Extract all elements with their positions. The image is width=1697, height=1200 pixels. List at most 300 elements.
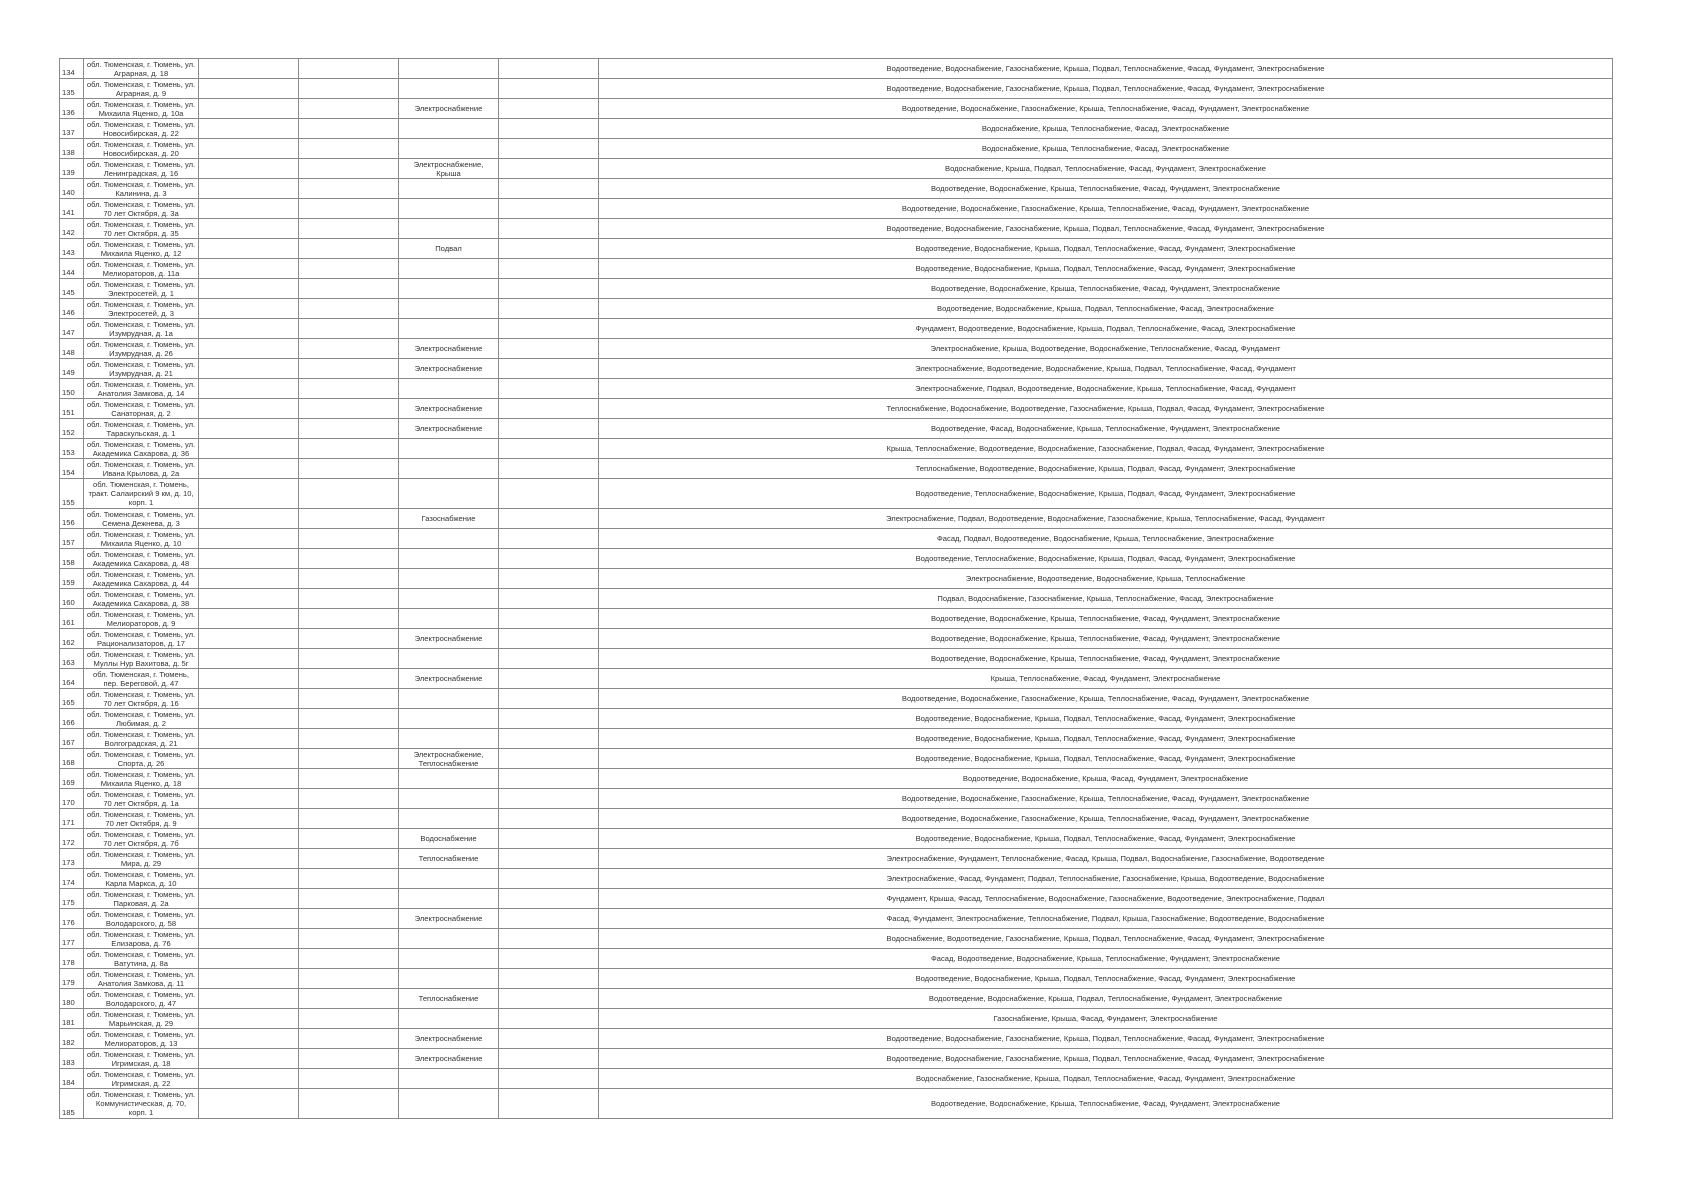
table-row: [60, 279, 1613, 299]
address-cell: обл. Тюменская, г. Тюмень, ул. Изумрудная, д. 21: [84, 359, 199, 379]
empty-cell: [299, 59, 399, 79]
empty-cell: [299, 359, 399, 379]
planned-work-cell: [399, 439, 499, 459]
empty-cell: [299, 1069, 399, 1089]
empty-cell: [299, 789, 399, 809]
empty-cell: [499, 59, 599, 79]
row-number-cell: 149: [60, 359, 84, 379]
table-row: [60, 1049, 1613, 1069]
row-number-cell: 140: [60, 179, 84, 199]
planned-work-cell: Электроснабжение, Теплоснабжение: [399, 749, 499, 769]
empty-cell: [199, 909, 299, 929]
address-cell: обл. Тюменская, г. Тюмень, ул. Карла Маркса, д. 10: [84, 869, 199, 889]
empty-cell: [299, 1049, 399, 1069]
address-cell: обл. Тюменская, г. Тюмень, ул. Изумрудная, д. 1а: [84, 319, 199, 339]
planned-work-cell: [399, 609, 499, 629]
systems-list-cell: Водоотведение, Водоснабжение, Крыша, Подвал, Теплоснабжение, Фасад, Фундамент, Электроснабжение: [599, 259, 1613, 279]
empty-cell: [199, 669, 299, 689]
empty-cell: [299, 479, 399, 509]
row-number-cell: 155: [60, 479, 84, 509]
row-number-cell: 159: [60, 569, 84, 589]
row-number-cell: 134: [60, 59, 84, 79]
row-number-cell: 181: [60, 1009, 84, 1029]
table-row: [60, 789, 1613, 809]
table-row: [60, 419, 1613, 439]
table-row: [60, 99, 1613, 119]
row-number-cell: 166: [60, 709, 84, 729]
row-number-cell: 151: [60, 399, 84, 419]
systems-list-cell: Водоотведение, Водоснабжение, Крыша, Подвал, Теплоснабжение, Фасад, Фундамент, Электроснабжение: [599, 729, 1613, 749]
empty-cell: [299, 689, 399, 709]
empty-cell: [299, 379, 399, 399]
empty-cell: [499, 1069, 599, 1089]
empty-cell: [499, 319, 599, 339]
empty-cell: [499, 239, 599, 259]
empty-cell: [499, 629, 599, 649]
systems-list-cell: Водоотведение, Водоснабжение, Газоснабжение, Крыша, Подвал, Теплоснабжение, Фасад, Фундамент, Электроснабжение: [599, 1029, 1613, 1049]
address-cell: обл. Тюменская, г. Тюмень, ул. Володарского, д. 47: [84, 989, 199, 1009]
empty-cell: [499, 889, 599, 909]
table-row: [60, 159, 1613, 179]
address-cell: обл. Тюменская, г. Тюмень, ул. 70 лет Октября, д. 7б: [84, 829, 199, 849]
planned-work-cell: [399, 219, 499, 239]
empty-cell: [299, 1089, 399, 1119]
empty-cell: [299, 629, 399, 649]
empty-cell: [499, 689, 599, 709]
planned-work-cell: Электроснабжение: [399, 399, 499, 419]
planned-work-cell: Теплоснабжение: [399, 849, 499, 869]
row-number-cell: 173: [60, 849, 84, 869]
empty-cell: [199, 869, 299, 889]
systems-list-cell: Водоотведение, Водоснабжение, Газоснабжение, Крыша, Теплоснабжение, Фасад, Фундамент, Электроснабжение: [599, 809, 1613, 829]
systems-list-cell: Фасад, Водоотведение, Водоснабжение, Крыша, Теплоснабжение, Фундамент, Электроснабжение: [599, 949, 1613, 969]
empty-cell: [299, 829, 399, 849]
empty-cell: [499, 809, 599, 829]
empty-cell: [199, 969, 299, 989]
systems-list-cell: Крыша, Теплоснабжение, Водоотведение, Водоснабжение, Газоснабжение, Подвал, Фасад, Фундамент, Электроснабжение: [599, 439, 1613, 459]
planned-work-cell: Газоснабжение: [399, 509, 499, 529]
address-cell: обл. Тюменская, г. Тюмень, ул. Елизарова, д. 76: [84, 929, 199, 949]
planned-work-cell: [399, 649, 499, 669]
table-row: [60, 929, 1613, 949]
table-row: [60, 949, 1613, 969]
table-row: [60, 219, 1613, 239]
systems-list-cell: Водоотведение, Водоснабжение, Крыша, Теплоснабжение, Фасад, Фундамент, Электроснабжение: [599, 279, 1613, 299]
row-number-cell: 169: [60, 769, 84, 789]
row-number-cell: 174: [60, 869, 84, 889]
empty-cell: [299, 459, 399, 479]
empty-cell: [299, 729, 399, 749]
systems-list-cell: Водоотведение, Фасад, Водоснабжение, Крыша, Теплоснабжение, Фундамент, Электроснабжение: [599, 419, 1613, 439]
empty-cell: [499, 379, 599, 399]
empty-cell: [499, 869, 599, 889]
address-cell: обл. Тюменская, г. Тюмень, ул. Коммунистическая, д. 70, корп. 1: [84, 1089, 199, 1119]
address-cell: обл. Тюменская, г. Тюмень, ул. Новосибирская, д. 20: [84, 139, 199, 159]
empty-cell: [199, 749, 299, 769]
planned-work-cell: [399, 319, 499, 339]
empty-cell: [299, 119, 399, 139]
empty-cell: [499, 1089, 599, 1119]
row-number-cell: 160: [60, 589, 84, 609]
table-row: [60, 769, 1613, 789]
systems-list-cell: Водоотведение, Теплоснабжение, Водоснабжение, Крыша, Подвал, Фасад, Фундамент, Электроснабжение: [599, 479, 1613, 509]
empty-cell: [499, 789, 599, 809]
systems-list-cell: Электроснабжение, Водоотведение, Водоснабжение, Крыша, Теплоснабжение: [599, 569, 1613, 589]
row-number-cell: 182: [60, 1029, 84, 1049]
empty-cell: [299, 1029, 399, 1049]
systems-list-cell: Водоотведение, Водоснабжение, Крыша, Подвал, Теплоснабжение, Фасад, Фундамент, Электроснабжение: [599, 969, 1613, 989]
systems-list-cell: Водоотведение, Водоснабжение, Газоснабжение, Крыша, Подвал, Теплоснабжение, Фасад, Фундамент, Электроснабжение: [599, 1049, 1613, 1069]
planned-work-cell: [399, 889, 499, 909]
address-cell: обл. Тюменская, г. Тюмень, ул. Электросетей, д. 3: [84, 299, 199, 319]
empty-cell: [499, 199, 599, 219]
planned-work-cell: [399, 479, 499, 509]
empty-cell: [299, 769, 399, 789]
empty-cell: [499, 989, 599, 1009]
empty-cell: [299, 549, 399, 569]
empty-cell: [499, 359, 599, 379]
systems-list-cell: Водоотведение, Водоснабжение, Газоснабжение, Крыша, Подвал, Теплоснабжение, Фасад, Фундамент, Электроснабжение: [599, 219, 1613, 239]
systems-list-cell: Водоотведение, Водоснабжение, Газоснабжение, Крыша, Подвал, Теплоснабжение, Фасад, Фундамент, Электроснабжение: [599, 59, 1613, 79]
empty-cell: [199, 709, 299, 729]
row-number-cell: 178: [60, 949, 84, 969]
address-cell: обл. Тюменская, г. Тюмень, ул. Академика Сахарова, д. 44: [84, 569, 199, 589]
empty-cell: [199, 529, 299, 549]
empty-cell: [299, 929, 399, 949]
planned-work-cell: [399, 929, 499, 949]
systems-list-cell: Водоотведение, Водоснабжение, Газоснабжение, Крыша, Подвал, Теплоснабжение, Фасад, Фундамент, Электроснабжение: [599, 79, 1613, 99]
empty-cell: [299, 299, 399, 319]
empty-cell: [299, 439, 399, 459]
systems-list-cell: Водоснабжение, Водоотведение, Газоснабжение, Крыша, Подвал, Теплоснабжение, Фасад, Фундамент, Электроснабжение: [599, 929, 1613, 949]
planned-work-cell: [399, 379, 499, 399]
empty-cell: [299, 419, 399, 439]
address-cell: обл. Тюменская, г. Тюмень, ул. Анатолия Замкова, д. 11: [84, 969, 199, 989]
row-number-cell: 161: [60, 609, 84, 629]
address-cell: обл. Тюменская, г. Тюмень, ул. Михаила Яценко, д. 12: [84, 239, 199, 259]
empty-cell: [499, 1029, 599, 1049]
empty-cell: [499, 929, 599, 949]
empty-cell: [199, 259, 299, 279]
empty-cell: [199, 239, 299, 259]
table-row: [60, 569, 1613, 589]
planned-work-cell: Электроснабжение: [399, 629, 499, 649]
table-body: [60, 59, 1613, 1119]
row-number-cell: 164: [60, 669, 84, 689]
planned-work-cell: [399, 949, 499, 969]
empty-cell: [499, 439, 599, 459]
address-cell: обл. Тюменская, г. Тюмень, ул. Мелиораторов, д. 13: [84, 1029, 199, 1049]
empty-cell: [299, 1009, 399, 1029]
table-row: [60, 509, 1613, 529]
address-cell: обл. Тюменская, г. Тюмень, ул. Ватутина, д. 8а: [84, 949, 199, 969]
empty-cell: [199, 629, 299, 649]
empty-cell: [299, 869, 399, 889]
address-cell: обл. Тюменская, г. Тюмень, ул. Академика Сахарова, д. 36: [84, 439, 199, 459]
address-cell: обл. Тюменская, г. Тюмень, ул. Академика Сахарова, д. 38: [84, 589, 199, 609]
empty-cell: [199, 589, 299, 609]
empty-cell: [299, 669, 399, 689]
systems-list-cell: Фасад, Подвал, Водоотведение, Водоснабжение, Крыша, Теплоснабжение, Электроснабжение: [599, 529, 1613, 549]
planned-work-cell: [399, 139, 499, 159]
planned-work-cell: Электроснабжение: [399, 99, 499, 119]
row-number-cell: 179: [60, 969, 84, 989]
table-row: [60, 1029, 1613, 1049]
empty-cell: [499, 709, 599, 729]
empty-cell: [299, 179, 399, 199]
empty-cell: [299, 199, 399, 219]
table-row: [60, 629, 1613, 649]
planned-work-cell: [399, 59, 499, 79]
row-number-cell: 162: [60, 629, 84, 649]
empty-cell: [499, 459, 599, 479]
empty-cell: [199, 609, 299, 629]
planned-work-cell: [399, 769, 499, 789]
systems-list-cell: Водоотведение, Теплоснабжение, Водоснабжение, Крыша, Подвал, Фасад, Фундамент, Электроснабжение: [599, 549, 1613, 569]
planned-work-cell: [399, 869, 499, 889]
empty-cell: [499, 769, 599, 789]
empty-cell: [299, 989, 399, 1009]
planned-work-cell: [399, 79, 499, 99]
address-cell: обл. Тюменская, г. Тюмень, ул. Спорта, д. 26: [84, 749, 199, 769]
empty-cell: [199, 279, 299, 299]
row-number-cell: 177: [60, 929, 84, 949]
empty-cell: [499, 259, 599, 279]
table-row: [60, 459, 1613, 479]
empty-cell: [499, 669, 599, 689]
systems-list-cell: Водоотведение, Водоснабжение, Газоснабжение, Крыша, Теплоснабжение, Фасад, Фундамент, Электроснабжение: [599, 689, 1613, 709]
planned-work-cell: [399, 709, 499, 729]
planned-work-cell: Электроснабжение: [399, 1029, 499, 1049]
row-number-cell: 157: [60, 529, 84, 549]
empty-cell: [199, 319, 299, 339]
planned-work-cell: [399, 969, 499, 989]
table-row: [60, 669, 1613, 689]
systems-list-cell: Водоснабжение, Крыша, Теплоснабжение, Фасад, Электроснабжение: [599, 119, 1613, 139]
address-cell: обл. Тюменская, г. Тюмень, ул. Изумрудная, д. 26: [84, 339, 199, 359]
empty-cell: [199, 359, 299, 379]
systems-list-cell: Водоснабжение, Крыша, Подвал, Теплоснабжение, Фасад, Фундамент, Электроснабжение: [599, 159, 1613, 179]
planned-work-cell: [399, 809, 499, 829]
planned-work-cell: [399, 179, 499, 199]
table-row: [60, 259, 1613, 279]
empty-cell: [199, 1009, 299, 1029]
systems-list-cell: Крыша, Теплоснабжение, Фасад, Фундамент, Электроснабжение: [599, 669, 1613, 689]
empty-cell: [499, 849, 599, 869]
row-number-cell: 170: [60, 789, 84, 809]
row-number-cell: 156: [60, 509, 84, 529]
empty-cell: [199, 569, 299, 589]
systems-list-cell: Водоотведение, Водоснабжение, Газоснабжение, Крыша, Теплоснабжение, Фасад, Фундамент, Электроснабжение: [599, 99, 1613, 119]
empty-cell: [299, 239, 399, 259]
empty-cell: [199, 59, 299, 79]
empty-cell: [299, 139, 399, 159]
empty-cell: [199, 729, 299, 749]
planned-work-cell: Электроснабжение: [399, 359, 499, 379]
table-row: [60, 199, 1613, 219]
table-row: [60, 809, 1613, 829]
empty-cell: [499, 1009, 599, 1029]
planned-work-cell: [399, 529, 499, 549]
planned-work-cell: [399, 119, 499, 139]
table-row: [60, 339, 1613, 359]
empty-cell: [499, 399, 599, 419]
empty-cell: [499, 219, 599, 239]
empty-cell: [299, 969, 399, 989]
empty-cell: [299, 589, 399, 609]
address-cell: обл. Тюменская, г. Тюмень, ул. Мира, д. 29: [84, 849, 199, 869]
planned-work-cell: [399, 199, 499, 219]
address-cell: обл. Тюменская, г. Тюмень, ул. 70 лет Октября, д. 1а: [84, 789, 199, 809]
address-cell: обл. Тюменская, г. Тюмень, ул. 70 лет Октября, д. 16: [84, 689, 199, 709]
systems-list-cell: Подвал, Водоснабжение, Газоснабжение, Крыша, Теплоснабжение, Фасад, Электроснабжение: [599, 589, 1613, 609]
empty-cell: [199, 339, 299, 359]
empty-cell: [299, 279, 399, 299]
planned-work-cell: Подвал: [399, 239, 499, 259]
empty-cell: [199, 419, 299, 439]
empty-cell: [199, 769, 299, 789]
table-row: [60, 649, 1613, 669]
table-row: [60, 399, 1613, 419]
empty-cell: [199, 829, 299, 849]
systems-list-cell: Водоотведение, Водоснабжение, Крыша, Фасад, Фундамент, Электроснабжение: [599, 769, 1613, 789]
address-cell: обл. Тюменская, г. Тюмень, ул. 70 лет Октября, д. 9: [84, 809, 199, 829]
table-row: [60, 359, 1613, 379]
planned-work-cell: Электроснабжение: [399, 909, 499, 929]
planned-work-cell: [399, 549, 499, 569]
empty-cell: [499, 609, 599, 629]
empty-cell: [299, 529, 399, 549]
address-cell: обл. Тюменская, г. Тюмень, ул. Ленинградская, д. 16: [84, 159, 199, 179]
empty-cell: [299, 509, 399, 529]
systems-list-cell: Водоотведение, Водоснабжение, Крыша, Теплоснабжение, Фасад, Фундамент, Электроснабжение: [599, 649, 1613, 669]
systems-list-cell: Водоотведение, Водоснабжение, Крыша, Теплоснабжение, Фасад, Фундамент, Электроснабжение: [599, 609, 1613, 629]
empty-cell: [499, 139, 599, 159]
row-number-cell: 176: [60, 909, 84, 929]
table-row: [60, 529, 1613, 549]
address-cell: обл. Тюменская, г. Тюмень, ул. Любимая, д. 2: [84, 709, 199, 729]
address-cell: обл. Тюменская, г. Тюмень, ул. Мелиораторов, д. 9: [84, 609, 199, 629]
table-row: [60, 179, 1613, 199]
address-cell: обл. Тюменская, г. Тюмень, ул. Марьинская, д. 29: [84, 1009, 199, 1029]
empty-cell: [199, 299, 299, 319]
empty-cell: [499, 179, 599, 199]
empty-cell: [199, 399, 299, 419]
table-row: [60, 709, 1613, 729]
empty-cell: [299, 909, 399, 929]
empty-cell: [199, 139, 299, 159]
address-cell: обл. Тюменская, г. Тюмень, ул. Аграрная, д. 18: [84, 59, 199, 79]
table-row: [60, 869, 1613, 889]
planned-work-cell: [399, 1009, 499, 1029]
table-row: [60, 729, 1613, 749]
table-row: [60, 909, 1613, 929]
empty-cell: [499, 479, 599, 509]
systems-list-cell: Водоотведение, Водоснабжение, Газоснабжение, Крыша, Теплоснабжение, Фасад, Фундамент, Электроснабжение: [599, 789, 1613, 809]
row-number-cell: 180: [60, 989, 84, 1009]
empty-cell: [199, 79, 299, 99]
empty-cell: [499, 749, 599, 769]
address-cell: обл. Тюменская, г. Тюмень, ул. Калинина, д. 3: [84, 179, 199, 199]
systems-list-cell: Газоснабжение, Крыша, Фасад, Фундамент, Электроснабжение: [599, 1009, 1613, 1029]
address-cell: обл. Тюменская, г. Тюмень, ул. Электросетей, д. 1: [84, 279, 199, 299]
address-cell: обл. Тюменская, г. Тюмень, ул. Академика Сахарова, д. 48: [84, 549, 199, 569]
empty-cell: [199, 159, 299, 179]
empty-cell: [199, 509, 299, 529]
empty-cell: [199, 949, 299, 969]
systems-list-cell: Электроснабжение, Водоотведение, Водоснабжение, Крыша, Подвал, Теплоснабжение, Фасад, Фундамент: [599, 359, 1613, 379]
row-number-cell: 138: [60, 139, 84, 159]
empty-cell: [199, 1069, 299, 1089]
row-number-cell: 137: [60, 119, 84, 139]
empty-cell: [199, 459, 299, 479]
empty-cell: [299, 889, 399, 909]
planned-work-cell: [399, 299, 499, 319]
empty-cell: [199, 929, 299, 949]
address-cell: обл. Тюменская, г. Тюмень, ул. Михаила Яценко, д. 18: [84, 769, 199, 789]
table-row: [60, 1069, 1613, 1089]
address-cell: обл. Тюменская, г. Тюмень, ул. Волгоградская, д. 21: [84, 729, 199, 749]
systems-list-cell: Водоотведение, Водоснабжение, Крыша, Теплоснабжение, Фасад, Фундамент, Электроснабжение: [599, 629, 1613, 649]
planned-work-cell: [399, 259, 499, 279]
empty-cell: [199, 989, 299, 1009]
address-cell: обл. Тюменская, г. Тюмень, ул. Новосибирская, д. 22: [84, 119, 199, 139]
empty-cell: [299, 749, 399, 769]
empty-cell: [499, 299, 599, 319]
row-number-cell: 148: [60, 339, 84, 359]
row-number-cell: 175: [60, 889, 84, 909]
empty-cell: [199, 809, 299, 829]
housing-repair-table: [59, 58, 1613, 1119]
empty-cell: [299, 339, 399, 359]
empty-cell: [199, 379, 299, 399]
empty-cell: [499, 159, 599, 179]
table-row: [60, 79, 1613, 99]
systems-list-cell: Теплоснабжение, Водоотведение, Водоснабжение, Крыша, Подвал, Фасад, Фундамент, Электроснабжение: [599, 459, 1613, 479]
address-cell: обл. Тюменская, г. Тюмень, ул. Мелиораторов, д. 11а: [84, 259, 199, 279]
row-number-cell: 168: [60, 749, 84, 769]
systems-list-cell: Теплоснабжение, Водоснабжение, Водоотведение, Газоснабжение, Крыша, Подвал, Фасад, Фундамент, Электроснабжение: [599, 399, 1613, 419]
empty-cell: [199, 849, 299, 869]
address-cell: обл. Тюменская, г. Тюмень, ул. Игримская, д. 22: [84, 1069, 199, 1089]
planned-work-cell: Электроснабжение: [399, 419, 499, 439]
address-cell: обл. Тюменская, г. Тюмень, пер. Береговой, д. 47: [84, 669, 199, 689]
empty-cell: [199, 1089, 299, 1119]
address-cell: обл. Тюменская, г. Тюмень, ул. Аграрная, д. 9: [84, 79, 199, 99]
systems-list-cell: Водоотведение, Водоснабжение, Крыша, Подвал, Теплоснабжение, Фундамент, Электроснабжение: [599, 989, 1613, 1009]
empty-cell: [299, 399, 399, 419]
planned-work-cell: [399, 689, 499, 709]
empty-cell: [299, 949, 399, 969]
empty-cell: [499, 829, 599, 849]
empty-cell: [199, 179, 299, 199]
row-number-cell: 135: [60, 79, 84, 99]
address-cell: обл. Тюменская, г. Тюмень, ул. Игримская, д. 18: [84, 1049, 199, 1069]
row-number-cell: 150: [60, 379, 84, 399]
systems-list-cell: Фундамент, Крыша, Фасад, Теплоснабжение, Водоснабжение, Газоснабжение, Водоотведение, Электроснабжение, Подвал: [599, 889, 1613, 909]
empty-cell: [499, 949, 599, 969]
row-number-cell: 172: [60, 829, 84, 849]
table-row: [60, 749, 1613, 769]
planned-work-cell: Электроснабжение, Крыша: [399, 159, 499, 179]
empty-cell: [499, 569, 599, 589]
table-row: [60, 1089, 1613, 1119]
empty-cell: [299, 809, 399, 829]
empty-cell: [199, 1029, 299, 1049]
row-number-cell: 163: [60, 649, 84, 669]
planned-work-cell: Водоснабжение: [399, 829, 499, 849]
empty-cell: [199, 789, 299, 809]
